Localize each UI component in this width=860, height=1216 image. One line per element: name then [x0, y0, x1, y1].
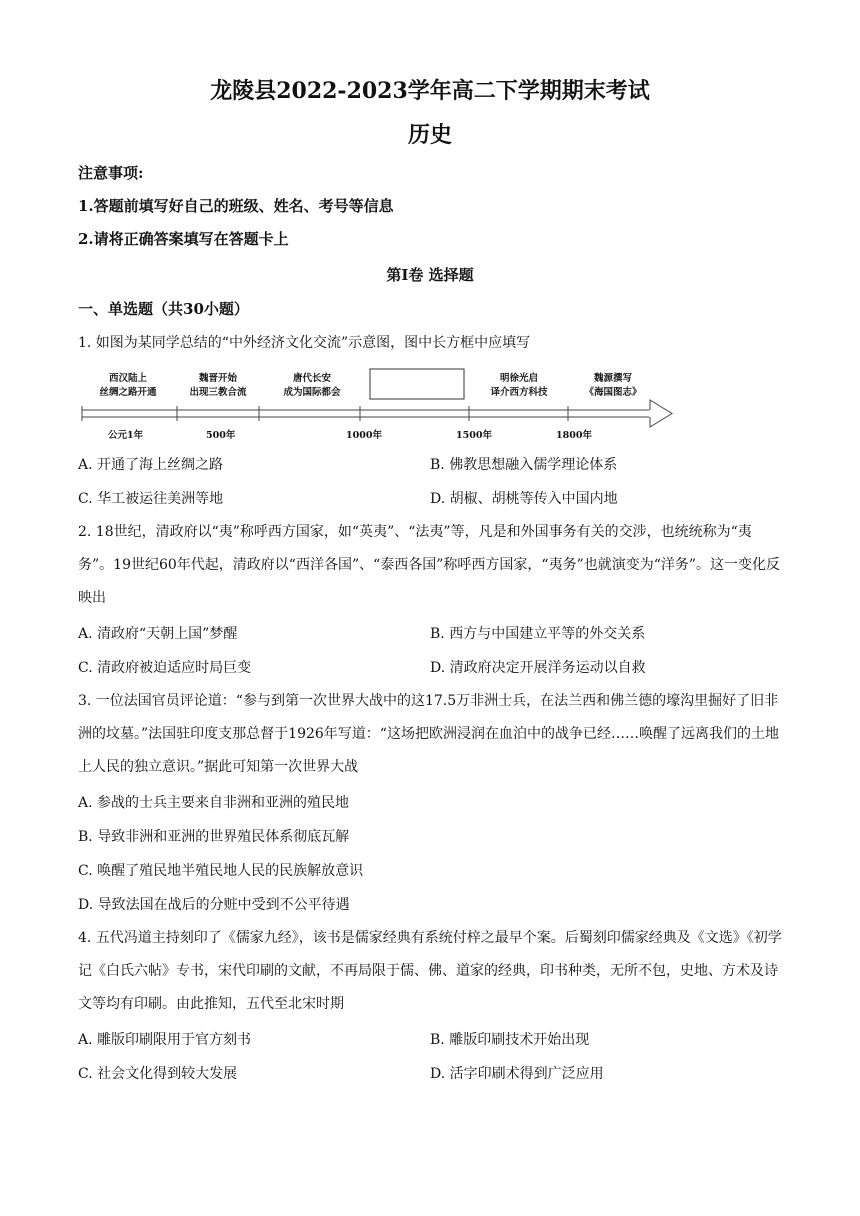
exam-title: 龙陵县2022-2023学年高二下学期期末考试	[210, 78, 650, 104]
section-title: 第Ⅰ卷 选择题	[386, 266, 474, 284]
question-stem: 1. 如图为某同学总结的“中外经济文化交流”示意图，图中长方框中应填写	[78, 335, 531, 351]
option-d[interactable]: D. 胡椒、胡桃等传入中国内地	[430, 491, 618, 507]
timeline-event: 明徐光启 译介西方科技	[490, 373, 548, 398]
option-a[interactable]: A. 参战的士兵主要来自非洲和亚洲的殖民地	[78, 795, 350, 811]
timeline-diagram	[80, 360, 680, 446]
notes-item: 1.答题前填写好自己的班级、姓名、考号等信息	[78, 197, 394, 215]
timeline-event: 魏源撰写 《海国图志》	[584, 373, 642, 398]
timeline-year: 1500年	[456, 430, 492, 441]
option-a[interactable]: A. 清政府“天朝上国”梦醒	[78, 626, 238, 642]
question-stem: 4. 五代冯道主持刻印了《儒家九经》，该书是儒家经典有系统付梓之最早个案。后蜀刻印儒家经典及《文选》《初学记《白氏六帖》专书，宋代印刷的文献，不再局限于儒、佛、道家的经典，印书种类，无所不包，史地、方术及诗文等均有印刷。由此推知，五代至北宋时期	[78, 930, 782, 1012]
question-stem: 2. 18世纪，清政府以“夷”称呼西方国家，如“英夷”、“法夷”等，凡是和外国事务有关的交涉，也统统称为“夷务”。19世纪60年代起，清政府以“西洋各国”、“泰西各国”称呼西方国家，“夷务”也就演变为“洋务”。这一变化反映出	[78, 524, 781, 606]
option-b[interactable]: B. 佛教思想融入儒学理论体系	[430, 457, 618, 473]
option-d[interactable]: D. 清政府决定开展洋务运动以自救	[430, 660, 646, 676]
part-title: 一、单选题（共30小题）	[78, 300, 249, 318]
notes-item: 2.请将正确答案填写在答题卡上	[78, 230, 289, 248]
timeline-event: 西汉陆上 丝绸之路开通	[99, 373, 157, 398]
option-b[interactable]: B. 雕版印刷技术开始出现	[430, 1032, 590, 1048]
question-stem: 3. 一位法国官员评论道：“参与到第一次世界大战中的这17.5万非洲士兵，在法兰西和佛兰德的壕沟里掘好了旧非洲的坟墓。”法国驻印度支那总督于1926年写道：“这场把欧洲浸润在血泊中的战争已经……唤醒了远离我们的土地上人民的独立意识。”据此可知第一次世界大战	[78, 693, 779, 775]
option-c[interactable]: C. 唤醒了殖民地半殖民地人民的民族解放意识	[78, 863, 364, 879]
option-b[interactable]: B. 导致非洲和亚洲的世界殖民体系彻底瓦解	[78, 829, 350, 845]
option-a[interactable]: A. 雕版印刷限用于官方刻书	[78, 1032, 252, 1048]
option-d[interactable]: D. 活字印刷术得到广泛应用	[430, 1066, 604, 1082]
timeline-event: 唐代长安 成为国际都会	[283, 373, 341, 398]
option-c[interactable]: C. 清政府被迫适应时局巨变	[78, 660, 252, 676]
exam-subject: 历史	[407, 122, 452, 148]
timeline-year: 公元1年	[108, 430, 144, 441]
answer-blank-box	[370, 369, 464, 399]
timeline-event: 魏晋开始 出现三教合流	[189, 373, 247, 398]
timeline-year: 1800年	[556, 430, 592, 441]
timeline-year: 1000年	[346, 430, 382, 441]
notes-block	[78, 162, 394, 261]
timeline-year: 500年	[206, 430, 236, 441]
option-c[interactable]: C. 社会文化得到较大发展	[78, 1066, 238, 1082]
option-b[interactable]: B. 西方与中国建立平等的外交关系	[430, 626, 646, 642]
option-c[interactable]: C. 华工被运往美洲等地	[78, 491, 224, 507]
notes-heading: 注意事项:	[78, 164, 144, 182]
option-a[interactable]: A. 开通了海上丝绸之路	[78, 457, 224, 473]
option-d[interactable]: D. 导致法国在战后的分赃中受到不公平待遇	[78, 897, 350, 913]
